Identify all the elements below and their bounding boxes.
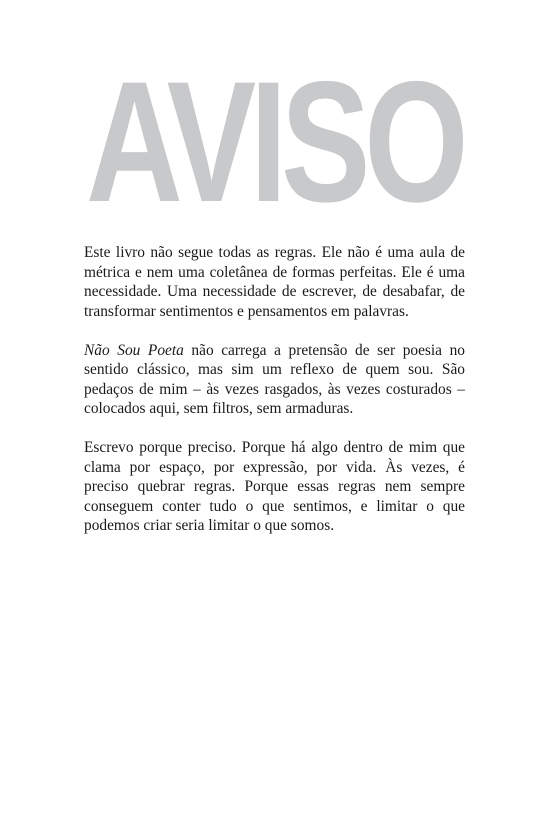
- paragraph-1-text: Este livro não segue todas as regras. Ele não é uma aula de métrica e nem uma coletânea de formas perfeitas. Ele é uma necessidade. Uma necessidade de escrever, de desabafar, de transformar sentimentos e pensamentos em palavras.: [84, 244, 465, 320]
- paragraph-2-text: não carrega a pretensão de ser poesia no sentido clássico, mas sim um reflexo de quem sou. São pedaços de mim – às vezes rasgados, às vezes costurados – colocados aqui, sem filtros, sem armaduras.: [84, 341, 465, 417]
- body-text: [84, 243, 465, 555]
- page-heading: AVISO: [86, 46, 463, 238]
- paragraph-2: [84, 341, 465, 419]
- paragraph-1: [84, 243, 465, 321]
- paragraph-3: [84, 438, 465, 536]
- paragraph-3-text: Escrevo porque preciso. Porque há algo dentro de mim que clama por espaço, por expressão, por vida. Às vezes, é preciso quebrar regras. Porque essas regras nem sempre conseguem conter tudo o que sentimos, e limitar o que podemos criar seria limitar o que somos.: [84, 439, 465, 534]
- book-title: Não Sou Poeta: [84, 341, 184, 359]
